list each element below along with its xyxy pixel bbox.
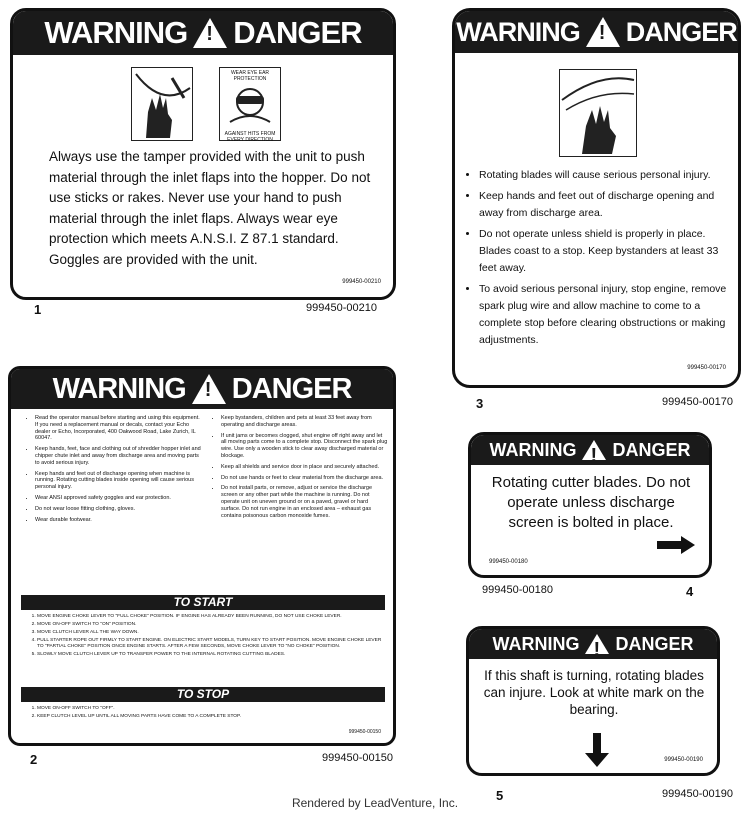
safety-bullet: • Rotating blades will cause serious personal injury. bbox=[479, 167, 731, 184]
danger-word: DANGER bbox=[231, 372, 352, 405]
label5-text: If this shaft is turning, rotating blades can injure. Look at white mark on the bearing. bbox=[483, 668, 705, 717]
alert-triangle-icon bbox=[585, 634, 609, 654]
safety-bullet: • Keep hands and feet out of discharge opening and away from discharge area. bbox=[479, 188, 731, 222]
arrow-down-icon bbox=[585, 733, 609, 772]
warning-danger-header bbox=[455, 11, 738, 53]
label4-code: 999450-00180 bbox=[489, 559, 528, 565]
warning-danger-header bbox=[471, 435, 709, 465]
hand-in-hopper-icon bbox=[131, 67, 193, 141]
label2-right-column bbox=[209, 415, 389, 523]
label2-left-column bbox=[23, 415, 201, 527]
warning-danger-header bbox=[13, 11, 393, 55]
danger-word: DANGER bbox=[615, 633, 694, 654]
decal-label-4 bbox=[468, 432, 712, 578]
alert-triangle-icon bbox=[192, 374, 226, 404]
to-start-bar: TO START bbox=[21, 595, 385, 610]
label1-code: 999450-00210 bbox=[342, 279, 381, 285]
danger-word: DANGER bbox=[612, 439, 691, 460]
label2-stop-steps bbox=[23, 706, 385, 722]
safety-bullet: • Keep hands and feet out of discharge opening when machine is running. Rotating cutting blades inside opening will cause serious personal injury. bbox=[35, 471, 201, 491]
partno-4: 999450-00180 bbox=[482, 584, 553, 596]
label2-code: 999450-00150 bbox=[348, 729, 381, 735]
label2-start-steps bbox=[23, 614, 385, 660]
safety-bullet: • Read the operator manual before starting and using this equipment. If you need a replacement manual or decals, contact your Echo dealer or Echo, Incorporated, 400 Oakwood Road, Lake Zurich, IL 60047. bbox=[35, 415, 201, 442]
safety-bullet: • If unit jams or becomes clogged, shut engine off right away and let all moving parts come to a complete stop. Disconnect the spark plug wire. Use only a wooden stick to clear away discharged material or blockage. bbox=[221, 433, 389, 460]
warning-word: WARNING bbox=[52, 372, 186, 405]
safety-bullet: • Keep all shields and service door in place and securely attached. bbox=[221, 464, 389, 471]
callout-4: 4 bbox=[686, 584, 694, 599]
callout-2: 2 bbox=[30, 752, 38, 767]
safety-bullet: • Wear ANSI approved safety goggles and ear protection. bbox=[35, 495, 201, 502]
stop-step: 1. MOVE ON-OFF SWITCH TO "OFF". bbox=[37, 706, 385, 712]
callout-3: 3 bbox=[476, 396, 484, 411]
picto-caption-bottom: AGAINST HITS FROM EVERY DIRECTION bbox=[224, 131, 276, 143]
start-step: 5. SLOWLY MOVE CLUTCH LEVER UP TO TRANSFER POWER TO THE INTERNAL ROTATING CUTTING BLADES. bbox=[37, 652, 385, 658]
callout-1: 1 bbox=[34, 302, 42, 317]
start-step: 2. MOVE ON-OFF SWITCH TO "ON" POSITION. bbox=[37, 622, 385, 628]
warning-word: WARNING bbox=[489, 439, 577, 460]
safety-bullet: • Do not wear loose fitting clothing, gloves. bbox=[35, 506, 201, 513]
alert-triangle-icon bbox=[582, 440, 606, 460]
alert-triangle-icon bbox=[586, 17, 620, 47]
partno-5: 999450-00190 bbox=[662, 788, 733, 800]
safety-bullet: • To avoid serious personal injury, stop engine, remove spark plug wire and allow machine to come to a complete stop before clearing obstructions or making adjustments. bbox=[479, 281, 731, 349]
stop-step: 2. KEEP CLUTCH LEVEL UP UNTIL ALL MOVING PARTS HAVE COME TO A COMPLETE STOP. bbox=[37, 714, 385, 720]
safety-bullet: • Do not install parts, or remove, adjust or service the discharge screen or any other part while the machine is running. Do not operate unit on uneven ground or on a paved, gravel or hard surface. Do not run engine in an enclosed area – exhaust gas contains poisonous carbon monoxide fumes. bbox=[221, 485, 389, 519]
safety-bullet: • Keep bystanders, children and pets at least 33 feet away from operating and discharge areas. bbox=[221, 415, 389, 429]
label4-text: Rotating cutter blades. Do not operate unless discharge screen is bolted in place. bbox=[491, 474, 691, 531]
partno-2: 999450-00150 bbox=[322, 752, 393, 764]
callout-5: 5 bbox=[496, 788, 504, 803]
warning-danger-header bbox=[11, 369, 393, 409]
to-stop-bar: TO STOP bbox=[21, 687, 385, 702]
label3-code: 999450-00170 bbox=[687, 365, 726, 371]
decal-label-2 bbox=[8, 366, 396, 746]
picto-caption-top: WEAR EYE EAR PROTECTION bbox=[230, 70, 270, 82]
label3-bullets bbox=[469, 167, 731, 353]
label5-code: 999450-00190 bbox=[664, 757, 703, 763]
eye-ear-protection-icon bbox=[219, 67, 281, 141]
warning-word: WARNING bbox=[44, 15, 188, 50]
footer-credit: Rendered by LeadVenture, Inc. bbox=[291, 796, 459, 810]
safety-bullet: • Do not operate unless shield is properly in place. Blades coast to a stop. Keep bystanders at least 33 feet away. bbox=[479, 226, 731, 277]
decal-label-1 bbox=[10, 8, 396, 300]
safety-bullet: • Keep hands, feet, face and clothing out of shredder hopper inlet and chipper chute inlet and away from discharge area and moving parts to avoid serious injury. bbox=[35, 446, 201, 466]
label1-instruction-text: Always use the tamper provided with the unit to push material through the inlet flaps into the hopper. Do not use sticks or rakes. Never use your hand to push material through the inlet flaps. Always wear eye protection which meets A.N.S.I. Z 87.1 standard. Goggles are provided with the unit. bbox=[49, 149, 371, 267]
decal-label-3 bbox=[452, 8, 741, 388]
safety-bullet: • Do not use hands or feet to clear material from the discharge area. bbox=[221, 475, 389, 482]
warning-word: WARNING bbox=[456, 16, 580, 47]
warning-danger-header bbox=[469, 629, 717, 659]
warning-word: WARNING bbox=[492, 633, 580, 654]
hand-blade-hazard-icon bbox=[559, 69, 637, 157]
start-step: 3. MOVE CLUTCH LEVER ALL THE WAY DOWN. bbox=[37, 630, 385, 636]
partno-1: 999450-00210 bbox=[306, 302, 377, 314]
decal-label-5 bbox=[466, 626, 720, 776]
start-step: 4. PULL STARTER ROPE OUT FIRMLY TO START ENGINE. ON ELECTRIC START MODELS, TURN KEY TO START POSITION. MOVE ENGINE CHOKE LEVER TO "PARTIAL CHOKE" POSITION ONCE ENGINE STARTS. AFTER A FEW SECONDS, MOVE CHOKE LEVER TO "NO CHOKE" POSITION. bbox=[37, 638, 385, 650]
arrow-right-icon bbox=[657, 536, 695, 559]
partno-3: 999450-00170 bbox=[662, 396, 733, 408]
danger-word: DANGER bbox=[233, 15, 362, 50]
start-step: 1. MOVE ENGINE CHOKE LEVER TO "FULL CHOKE" POSITION. IF ENGINE HAS ALREADY BEEN RUNNING, DO NOT USE CHOKE LEVER. bbox=[37, 614, 385, 620]
alert-triangle-icon bbox=[193, 18, 227, 48]
danger-word: DANGER bbox=[625, 16, 737, 47]
safety-bullet: • Wear durable footwear. bbox=[35, 517, 201, 524]
